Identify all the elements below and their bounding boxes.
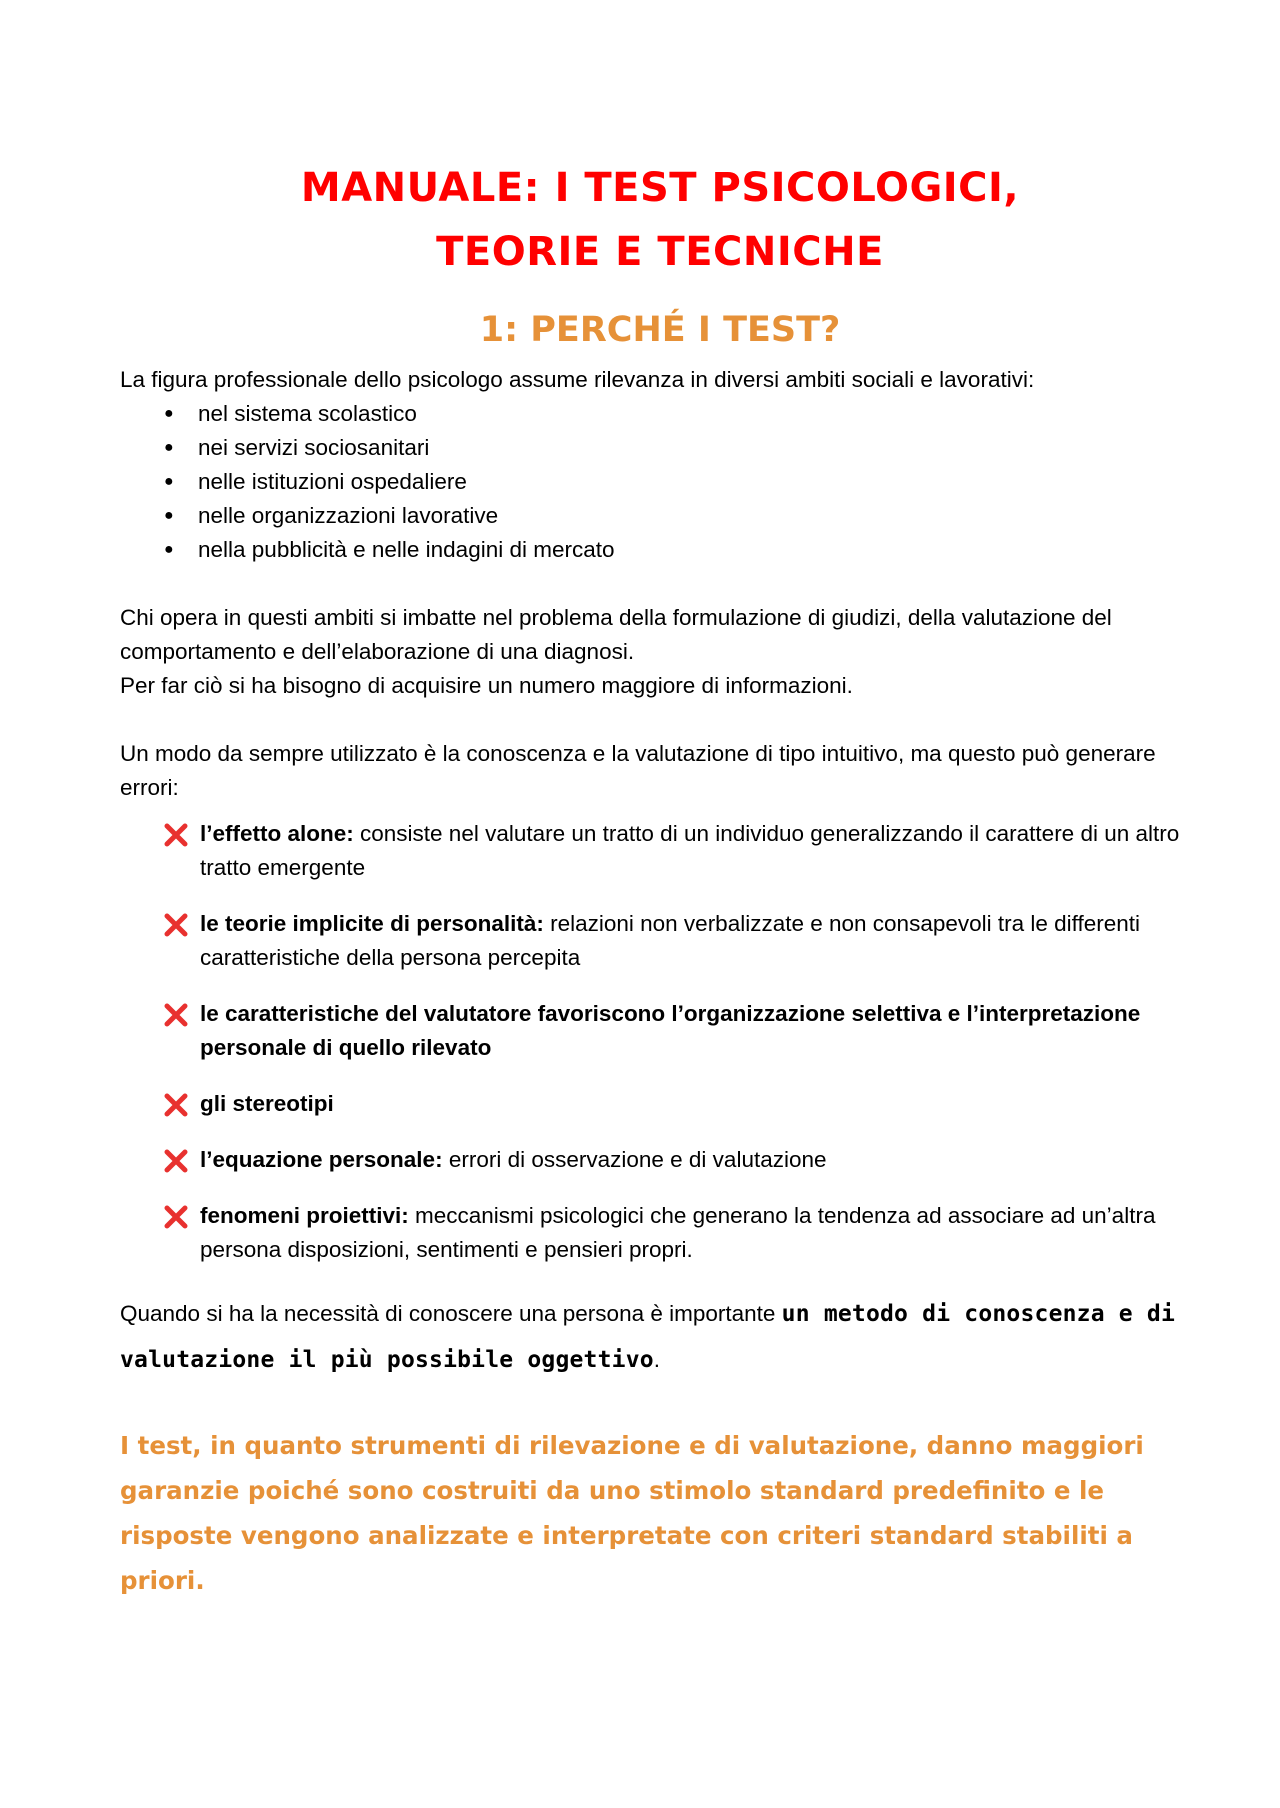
document-body [120, 363, 1190, 1603]
document-title-line-2: TEORIE E TECNICHE [436, 229, 884, 275]
bullet-dot-icon: ● [164, 541, 174, 558]
error-item: l’effetto alone: consiste nel valutare un tratto di un individuo generalizzando il carattere di un altro tratto emergente [162, 817, 1190, 885]
cross-mark-icon [162, 911, 190, 939]
bullet-dot-icon: ● [164, 507, 174, 524]
intro-paragraph: La figura professionale dello psicologo assume rilevanza in diversi ambiti sociali e lavorativi: [120, 367, 1035, 392]
section-title: 1: PERCHÉ I TEST? [479, 310, 841, 350]
cross-mark-icon [162, 1203, 190, 1231]
areas-list [120, 397, 1190, 567]
list-item: ● nelle istituzioni ospedaliere [160, 465, 1190, 499]
conclusion-paragraph: I test, in quanto strumenti di rilevazione e di valutazione, danno maggiori garanzie poiché sono costruiti da uno stimolo standard predefinito e le risposte vengono analizzate e interpretate con criteri standard stabiliti a priori. [120, 1431, 1144, 1595]
error-item: gli stereotipi [162, 1087, 1190, 1121]
list-item: ● nelle organizzazioni lavorative [160, 499, 1190, 533]
error-item: fenomeni proiettivi: meccanismi psicologici che generano la tendenza ad associare ad un’altra persona disposizioni, sentimenti e pensieri propri. [162, 1199, 1190, 1267]
bullet-dot-icon: ● [164, 405, 174, 422]
error-item: le teorie implicite di personalità: relazioni non verbalizzate e non consapevoli tra le differenti caratteristiche della persona percepita [162, 907, 1190, 975]
cross-mark-icon [162, 1091, 190, 1119]
error-item: l’equazione personale: errori di osservazione e di valutazione [162, 1143, 1190, 1177]
cross-mark-icon [162, 1001, 190, 1029]
paragraph-intuitive: Un modo da sempre utilizzato è la conoscenza e la valutazione di tipo intuitivo, ma questo può generare errori: [120, 741, 1156, 800]
paragraph-problem: Chi opera in questi ambiti si imbatte nel problema della formulazione di giudizi, della valutazione del comportamento e dell’elaborazione di una diagnosi. Per far ciò si ha bisogno di acquisire un numero maggiore di informazioni. [120, 605, 1112, 698]
list-item: ● nei servizi sociosanitari [160, 431, 1190, 465]
cross-mark-icon [162, 1147, 190, 1175]
bullet-dot-icon: ● [164, 439, 174, 456]
list-item: ● nel sistema scolastico [160, 397, 1190, 431]
paragraph-objective-method: Quando si ha la necessità di conoscere una persona è importante un metodo di conoscenza e di valutazione il più possibile oggettivo. [120, 1301, 1175, 1373]
error-item: le caratteristiche del valutatore favoriscono l’organizzazione selettiva e l’interpretazione personale di quello rilevato [162, 997, 1190, 1065]
bullet-dot-icon: ● [164, 473, 174, 490]
document-title-line-1: MANUALE: I TEST PSICOLOGICI, [300, 165, 1020, 211]
cross-mark-icon [162, 821, 190, 849]
title-block [120, 156, 1200, 284]
list-item: ● nella pubblicità e nelle indagini di mercato [160, 533, 1190, 567]
errors-list [120, 817, 1190, 1267]
